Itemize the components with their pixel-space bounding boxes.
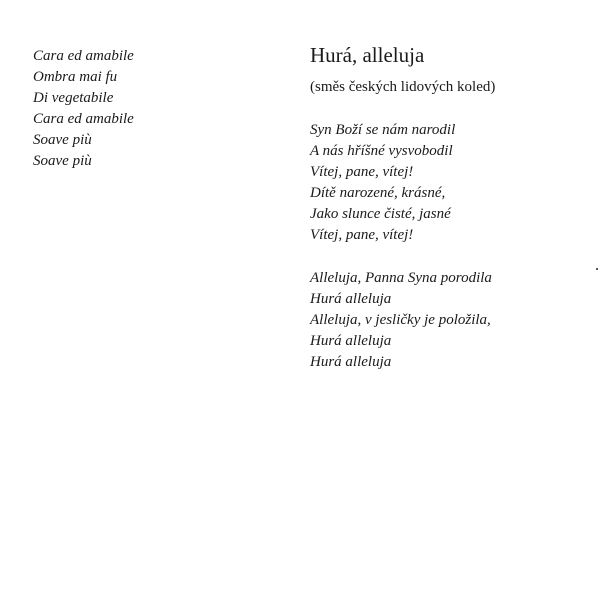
lyric-line: Jako slunce čisté, jasné [310, 206, 451, 222]
song-title: Hurá, alleluja [310, 43, 425, 67]
lyric-line: Vítej, pane, vítej! [310, 164, 414, 180]
lyric-line: Soave più [33, 153, 92, 169]
song-subtitle: (směs českých lidových koled) [310, 79, 496, 95]
lyric-line: Hurá alleluja [310, 354, 392, 370]
lyric-line: Alleluja, v jesličky je položila, [310, 312, 491, 328]
lyric-line: Vítej, pane, vítej! [310, 227, 414, 243]
lyric-line: Dítě narozené, krásné, [310, 185, 446, 201]
lyric-line: A nás hříšné vysvobodil [310, 143, 453, 159]
lyric-line: Hurá alleluja [310, 333, 392, 349]
lyric-line: Alleluja, Panna Syna porodila [310, 270, 492, 286]
lyric-line: Hurá alleluja [310, 291, 392, 307]
lyric-line: Cara ed amabile [33, 48, 134, 64]
left-lyrics-column [33, 46, 273, 172]
lyric-line: Cara ed amabile [33, 111, 134, 127]
lyric-line: Di vegetabile [33, 90, 114, 106]
lyric-line: Syn Boží se nám narodil [310, 122, 456, 138]
right-lyrics-column [310, 42, 590, 373]
stanza-1 [310, 120, 590, 246]
stanza-2 [310, 268, 590, 373]
lyric-line: Ombra mai fu [33, 69, 118, 85]
scan-speck [596, 268, 598, 270]
lyric-line: Soave più [33, 132, 92, 148]
